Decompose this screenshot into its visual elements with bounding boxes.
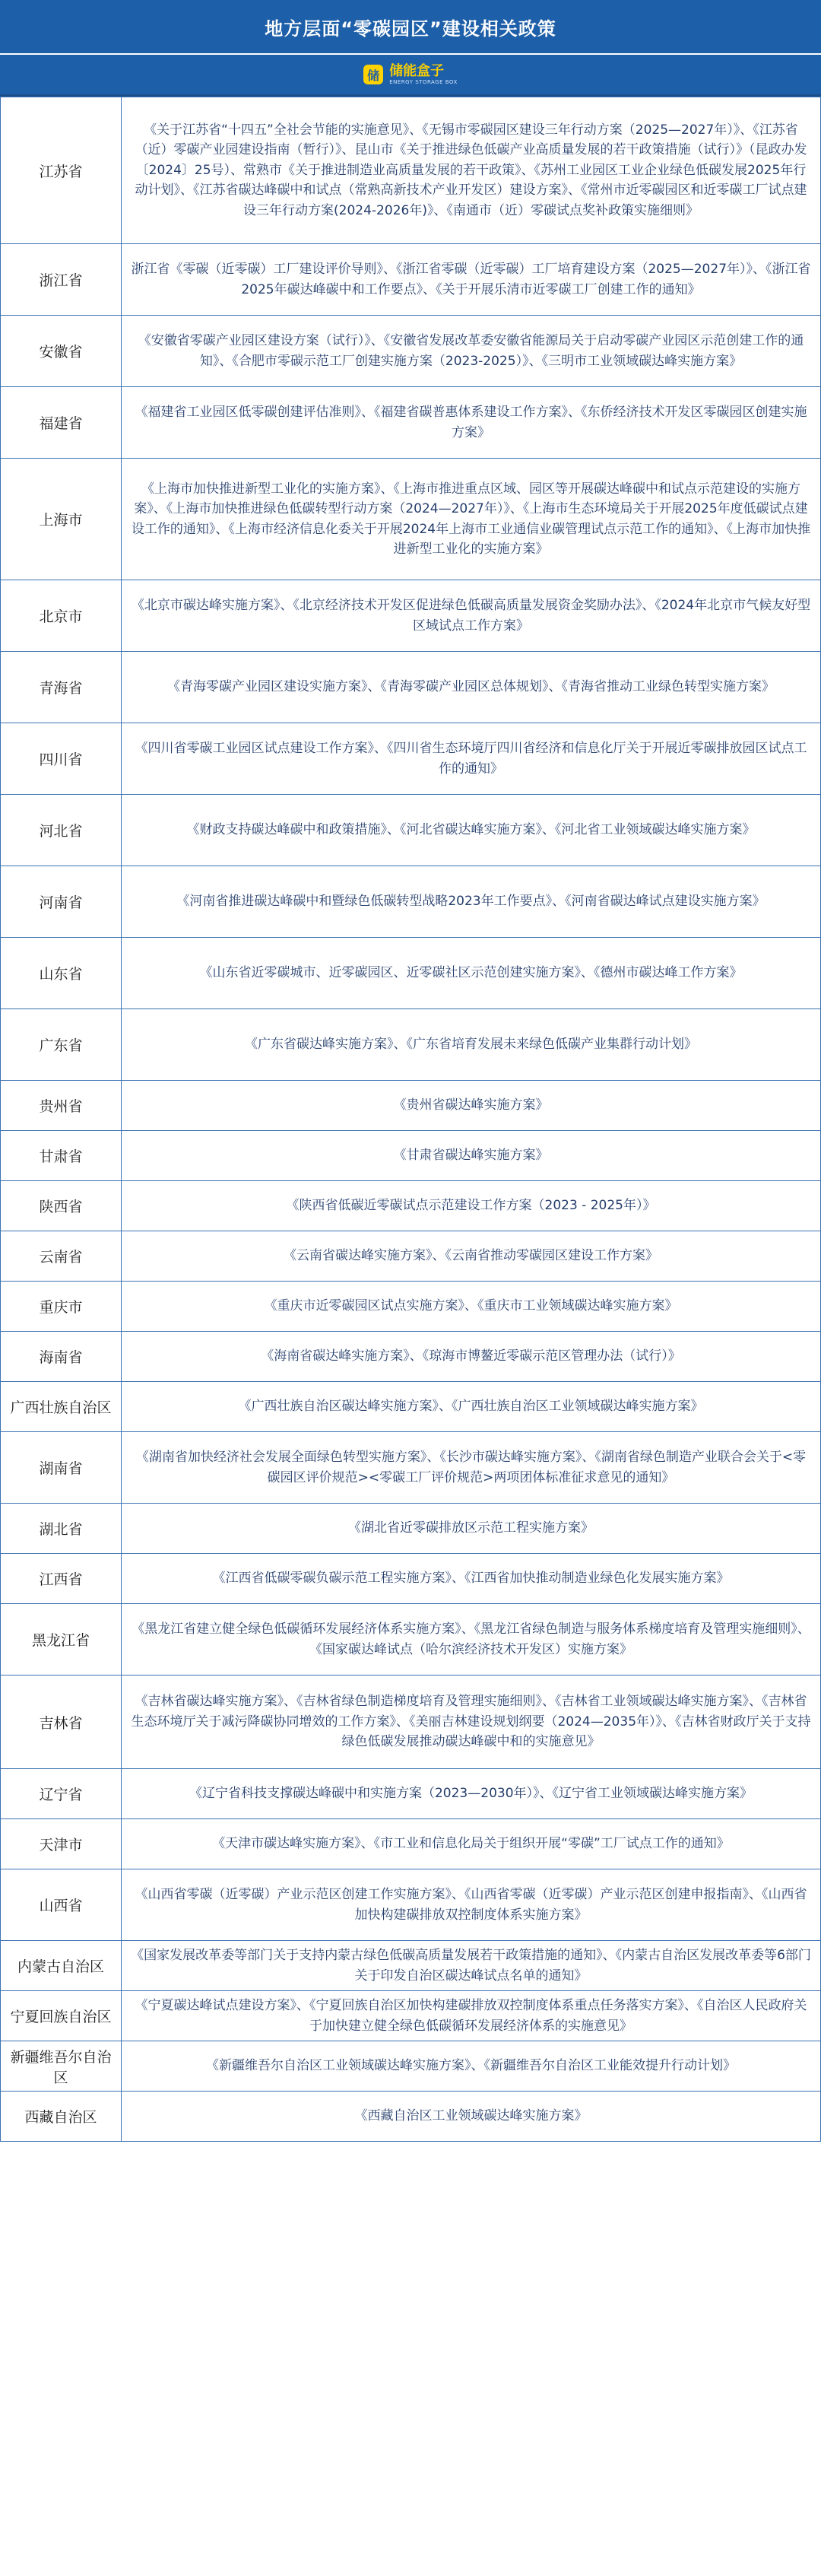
province-cell: 福建省 (1, 387, 122, 459)
policy-cell: 《黑龙江省建立健全绿色低碳循环发展经济体系实施方案》、《黑龙江省绿色制造与服务体系梯度培育及管理实施细则》、《国家碳达峰试点（哈尔滨经济技术开发区）实施方案》 (122, 1604, 821, 1676)
table-row (1, 1676, 821, 1769)
province-cell: 广东省 (1, 1009, 122, 1081)
table-row (1, 97, 821, 244)
table-row (1, 1231, 821, 1282)
policy-cell: 《北京市碳达峰实施方案》、《北京经济技术开发区促进绿色低碳高质量发展资金奖励办法》、《2024年北京市气候友好型区域试点工作方案》 (122, 580, 821, 652)
province-cell: 辽宁省 (1, 1769, 122, 1819)
brand-logo (363, 62, 458, 85)
table-row (1, 1131, 821, 1181)
table-row (1, 1181, 821, 1231)
table-row (1, 1432, 821, 1504)
policy-cell: 《西藏自治区工业领域碳达峰实施方案》 (122, 2092, 821, 2142)
table-row (1, 1869, 821, 1941)
policy-cell: 《云南省碳达峰实施方案》、《云南省推动零碳园区建设工作方案》 (122, 1231, 821, 1282)
policy-cell: 《宁夏碳达峰试点建设方案》、《宁夏回族自治区加快构建碳排放双控制度体系重点任务落实方案》、《自治区人民政府关于加快建立健全绿色低碳循环发展经济体系的实施意见》 (122, 1991, 821, 2041)
province-cell: 宁夏回族自治区 (1, 1991, 122, 2041)
province-cell: 山东省 (1, 938, 122, 1009)
province-cell: 安徽省 (1, 316, 122, 387)
policy-cell: 《财政支持碳达峰碳中和政策措施》、《河北省碳达峰实施方案》、《河北省工业领域碳达峰实施方案》 (122, 795, 821, 866)
table-row (1, 1991, 821, 2041)
policy-cell: 《天津市碳达峰实施方案》、《市工业和信息化局关于组织开展“零碳”工厂试点工作的通知》 (122, 1819, 821, 1869)
province-cell: 江苏省 (1, 97, 122, 244)
policy-cell: 《安徽省零碳产业园区建设方案（试行）》、《安徽省发展改革委安徽省能源局关于启动零碳产业园区示范创建工作的通知》、《合肥市零碳示范工厂创建实施方案（2023-2025）》、《三明市工业领域碳达峰实施方案》 (122, 316, 821, 387)
province-cell: 上海市 (1, 459, 122, 580)
policy-cell: 《江西省低碳零碳负碳示范工程实施方案》、《江西省加快推动制造业绿色化发展实施方案》 (122, 1554, 821, 1604)
policy-cell: 《湖南省加快经济社会发展全面绿色转型实施方案》、《长沙市碳达峰实施方案》、《湖南省绿色制造产业联合会关于<零碳园区评价规范><零碳工厂评价规范>两项团体标准征求意见的通知》 (122, 1432, 821, 1504)
table-row (1, 938, 821, 1009)
table-row (1, 866, 821, 938)
table-row (1, 723, 821, 795)
province-cell: 西藏自治区 (1, 2092, 122, 2142)
policy-cell: 《贵州省碳达峰实施方案》 (122, 1081, 821, 1131)
policy-cell: 《陕西省低碳近零碳试点示范建设工作方案（2023 - 2025年）》 (122, 1181, 821, 1231)
table-row (1, 244, 821, 316)
province-cell: 北京市 (1, 580, 122, 652)
province-cell: 陕西省 (1, 1181, 122, 1231)
policy-cell: 《湖北省近零碳排放区示范工程实施方案》 (122, 1504, 821, 1554)
table-row (1, 652, 821, 723)
policy-cell: 《辽宁省科技支撑碳达峰碳中和实施方案（2023—2030年）》、《辽宁省工业领域碳达峰实施方案》 (122, 1769, 821, 1819)
policy-cell: 《国家发展改革委等部门关于支持内蒙古绿色低碳高质量发展若干政策措施的通知》、《内蒙古自治区发展改革委等6部门关于印发自治区碳达峰试点名单的通知》 (122, 1941, 821, 1991)
province-cell: 河北省 (1, 795, 122, 866)
table-row (1, 1282, 821, 1332)
table-row (1, 316, 821, 387)
table-row (1, 1504, 821, 1554)
province-cell: 河南省 (1, 866, 122, 938)
province-cell: 山西省 (1, 1869, 122, 1941)
province-cell: 贵州省 (1, 1081, 122, 1131)
province-cell: 广西壮族自治区 (1, 1382, 122, 1432)
policy-cell: 《上海市加快推进新型工业化的实施方案》、《上海市推进重点区域、园区等开展碳达峰碳中和试点示范建设的实施方案》、《上海市加快推进绿色低碳转型行动方案（2024—2027年）》、《上海市生态环境局关于开展2025年度低碳试点建设工作的通知》、《上海市经济信息化委关于开展2024年上海市工业通信业碳管理试点示范工作的通知》、《上海市加快推进新型工业化的实施方案》 (122, 459, 821, 580)
province-cell: 黑龙江省 (1, 1604, 122, 1676)
policy-cell: 《广东省碳达峰实施方案》、《广东省培育发展未来绿色低碳产业集群行动计划》 (122, 1009, 821, 1081)
policy-cell: 《甘肃省碳达峰实施方案》 (122, 1131, 821, 1181)
table-row (1, 1819, 821, 1869)
policy-cell: 《山西省零碳（近零碳）产业示范区创建工作实施方案》、《山西省零碳（近零碳）产业示范区创建申报指南》、《山西省加快构建碳排放双控制度体系实施方案》 (122, 1869, 821, 1941)
policy-cell: 《山东省近零碳城市、近零碳园区、近零碳社区示范创建实施方案》、《德州市碳达峰工作方案》 (122, 938, 821, 1009)
table-row (1, 1382, 821, 1432)
table-row (1, 580, 821, 652)
province-cell: 浙江省 (1, 244, 122, 316)
table-row (1, 795, 821, 866)
policy-cell: 《关于江苏省“十四五”全社会节能的实施意见》、《无锡市零碳园区建设三年行动方案（2025—2027年）》、《江苏省（近）零碳产业园建设指南（暂行）》、昆山市《关于推进绿色低碳产业高质量发展的若干政策措施（试行）》（昆政办发〔2024〕25号）、常熟市《关于推进制造业高质量发展的若干政策》、《苏州工业园区工业企业绿色低碳发展2025年行动计划》、《江苏省碳达峰碳中和试点（常熟高新技术产业开发区）建设方案》、《常州市近零碳园区和近零碳工厂试点建设三年行动方案(2024-2026年)》、《南通市（近）零碳试点奖补政策实施细则》 (122, 97, 821, 244)
table-row (1, 1554, 821, 1604)
policy-cell: 《广西壮族自治区碳达峰实施方案》、《广西壮族自治区工业领域碳达峰实施方案》 (122, 1382, 821, 1432)
policy-cell: 《重庆市近零碳园区试点实施方案》、《重庆市工业领域碳达峰实施方案》 (122, 1282, 821, 1332)
table-row (1, 1081, 821, 1131)
province-cell: 甘肃省 (1, 1131, 122, 1181)
province-cell: 青海省 (1, 652, 122, 723)
province-cell: 海南省 (1, 1332, 122, 1382)
province-cell: 内蒙古自治区 (1, 1941, 122, 1991)
province-cell: 四川省 (1, 723, 122, 795)
table-row (1, 387, 821, 459)
table-row (1, 2092, 821, 2142)
policy-cell: 《青海零碳产业园区建设实施方案》、《青海零碳产业园区总体规划》、《青海省推动工业绿色转型实施方案》 (122, 652, 821, 723)
province-cell: 吉林省 (1, 1676, 122, 1769)
province-cell: 新疆维吾尔自治区 (1, 2041, 122, 2092)
policy-cell: 《河南省推进碳达峰碳中和暨绿色低碳转型战略2023年工作要点》、《河南省碳达峰试点建设实施方案》 (122, 866, 821, 938)
table-row (1, 459, 821, 580)
page-title: 地方层面“零碳园区”建设相关政策 (0, 0, 821, 55)
battery-logo-icon: 储 (363, 65, 383, 84)
brand-name: 储能盒子 (389, 62, 445, 79)
province-cell: 天津市 (1, 1819, 122, 1869)
logo-bar (0, 55, 821, 97)
policy-cell: 浙江省《零碳（近零碳）工厂建设评价导则》、《浙江省零碳（近零碳）工厂培育建设方案（2025—2027年）》、《浙江省2025年碳达峰碳中和工作要点》、《关于开展乐清市近零碳工厂创建工作的通知》 (122, 244, 821, 316)
province-cell: 云南省 (1, 1231, 122, 1282)
province-cell: 湖北省 (1, 1504, 122, 1554)
table-row (1, 1332, 821, 1382)
province-cell: 重庆市 (1, 1282, 122, 1332)
province-cell: 湖南省 (1, 1432, 122, 1504)
policy-cell: 《福建省工业园区低零碳创建评估准则》、《福建省碳普惠体系建设工作方案》、《东侨经济技术开发区零碳园区创建实施方案》 (122, 387, 821, 459)
policy-cell: 《四川省零碳工业园区试点建设工作方案》、《四川省生态环境厅四川省经济和信息化厅关于开展近零碳排放园区试点工作的通知》 (122, 723, 821, 795)
policy-cell: 《吉林省碳达峰实施方案》、《吉林省绿色制造梯度培育及管理实施细则》、《吉林省工业领域碳达峰实施方案》、《吉林省生态环境厅关于减污降碳协同增效的工作方案》、《美丽吉林建设规划纲要（2024—2035年）》、《吉林省财政厅关于支持绿色低碳发展推动碳达峰碳中和的实施意见》 (122, 1676, 821, 1769)
table-row (1, 1009, 821, 1081)
policy-cell: 《新疆维吾尔自治区工业领域碳达峰实施方案》、《新疆维吾尔自治区工业能效提升行动计划》 (122, 2041, 821, 2092)
province-cell: 江西省 (1, 1554, 122, 1604)
policy-cell: 《海南省碳达峰实施方案》、《琼海市博鳌近零碳示范区管理办法（试行）》 (122, 1332, 821, 1382)
table-row (1, 1769, 821, 1819)
table-row (1, 1604, 821, 1676)
brand-subtitle: ENERGY STORAGE BOX (389, 78, 458, 85)
table-row (1, 1941, 821, 1991)
policy-table (0, 97, 821, 2142)
table-row (1, 2041, 821, 2092)
